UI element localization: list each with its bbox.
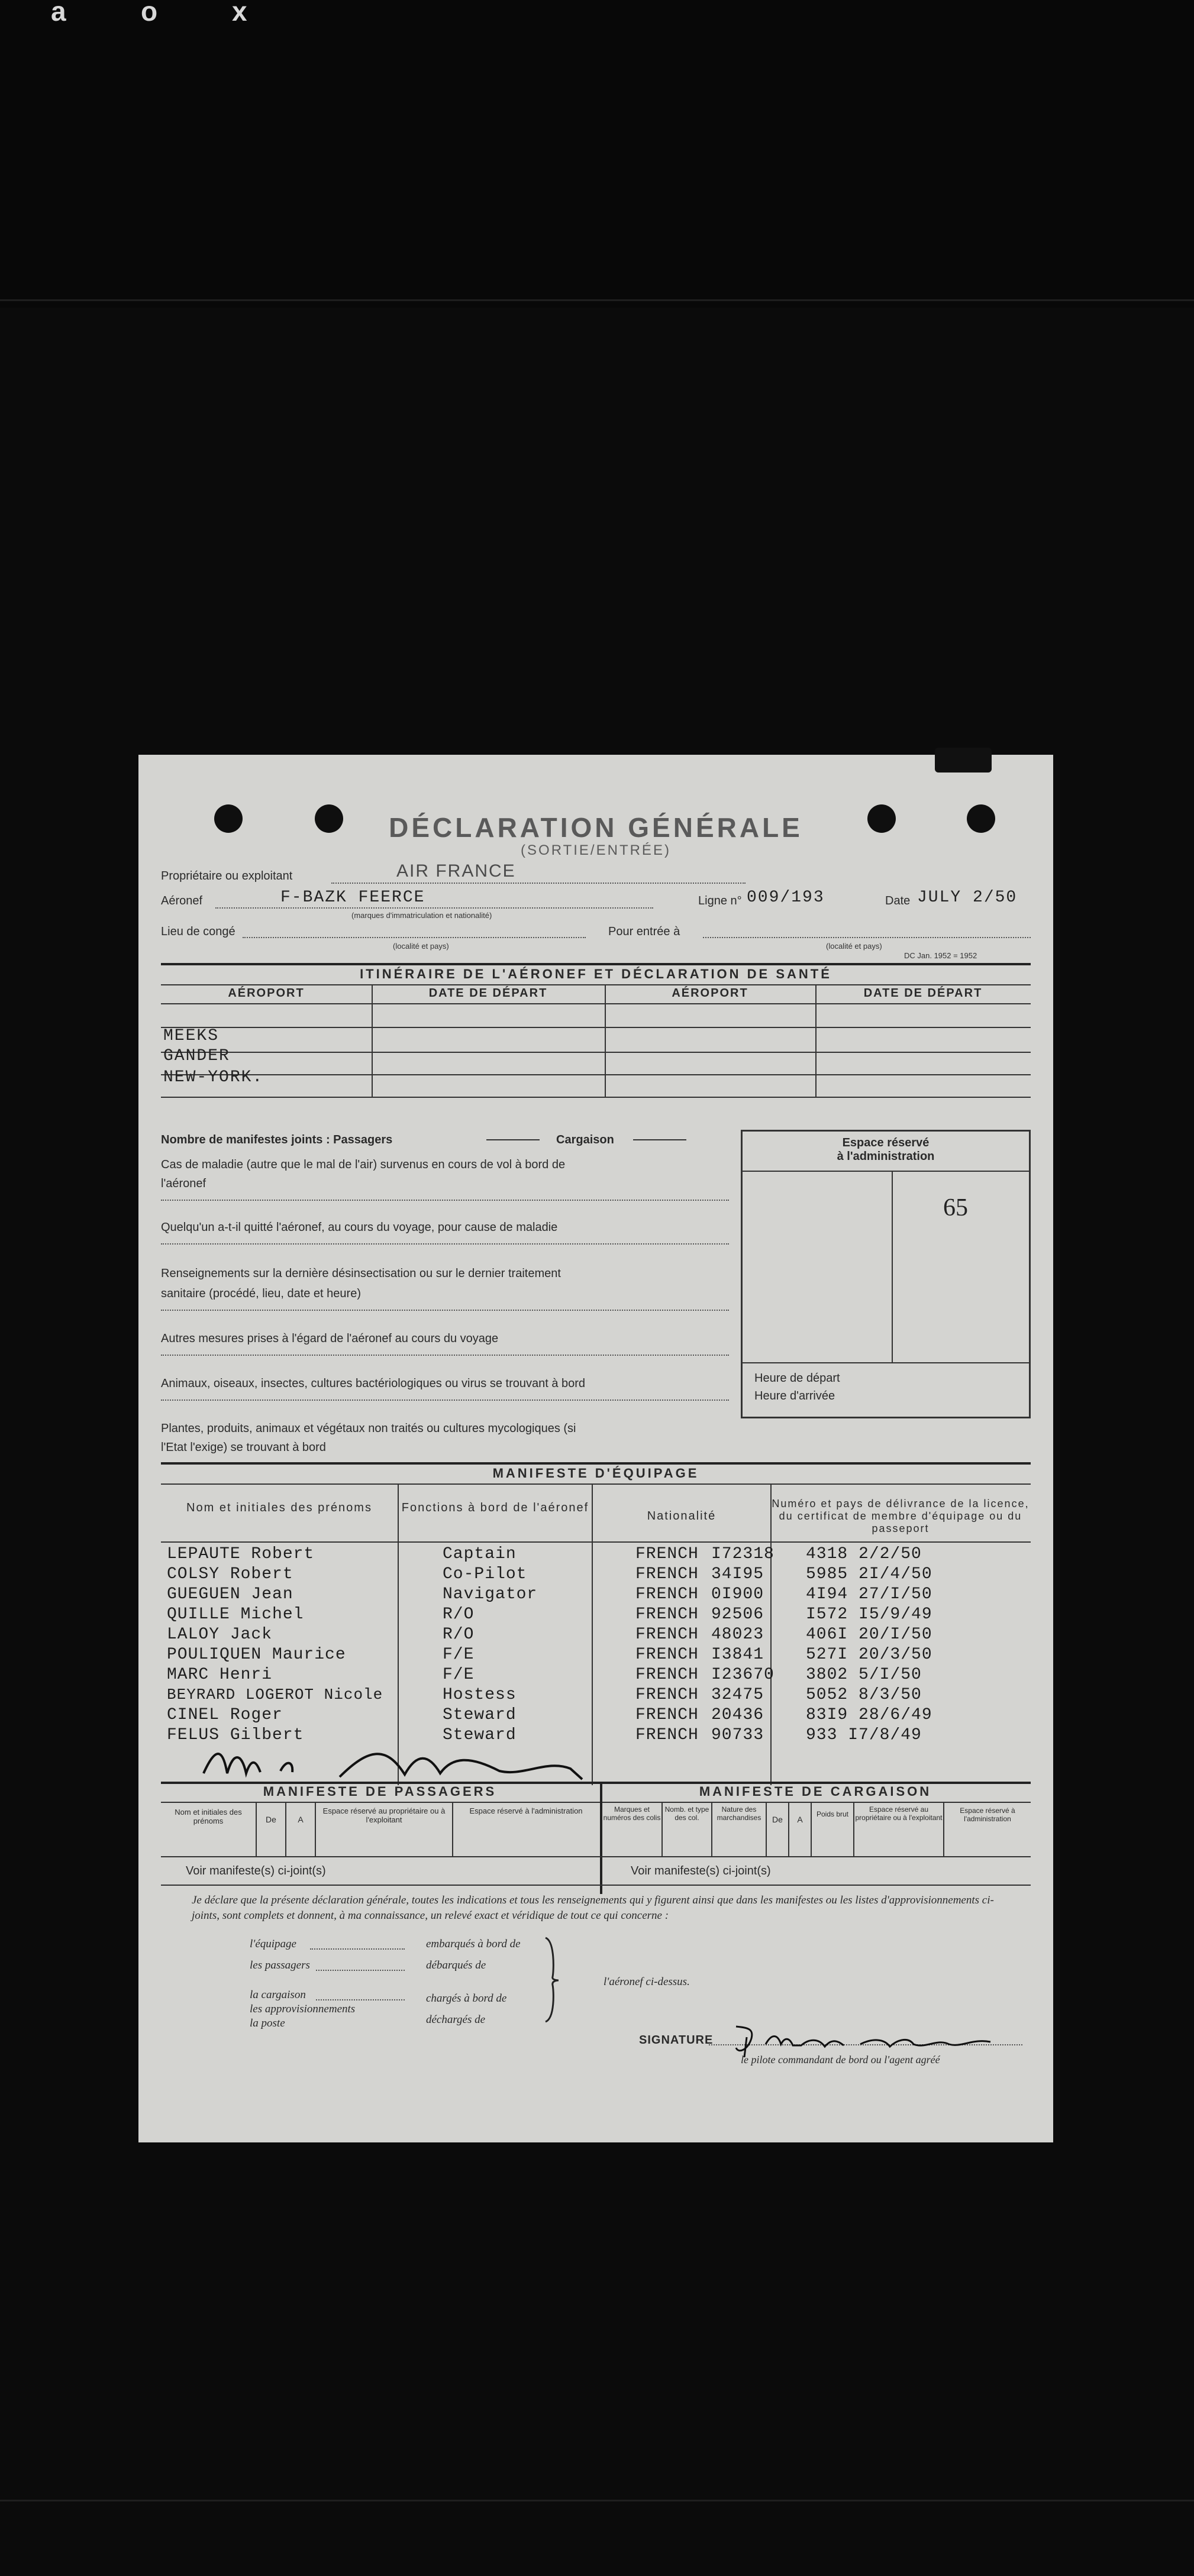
crew-nationality: FRENCH bbox=[635, 1686, 699, 1704]
crew-name: LALOY Jack bbox=[167, 1625, 273, 1644]
crew-row bbox=[167, 1545, 1031, 1565]
crew-licence: 3802 5/I/50 bbox=[806, 1666, 922, 1684]
itinerary-header-departure-date: DATE DE DÉPART bbox=[863, 987, 983, 1000]
film-edge-line bbox=[0, 299, 1194, 301]
question-plants: Plantes, produits, animaux et végétaux non traités ou cultures mycologiques (si bbox=[161, 1422, 576, 1435]
itinerary-airport: GANDER bbox=[163, 1047, 230, 1065]
cargo-count-line bbox=[633, 1139, 686, 1140]
crew-function: Co-Pilot bbox=[443, 1565, 527, 1583]
crew-function: Captain bbox=[443, 1545, 517, 1563]
crew-function: Hostess bbox=[443, 1686, 517, 1704]
crew-name: POULIQUEN Maurice bbox=[167, 1646, 346, 1664]
table-rule bbox=[161, 1097, 1031, 1098]
crew-id-number: 32475 bbox=[711, 1686, 764, 1704]
itinerary-title: ITINÉRAIRE DE L'AÉRONEF ET DÉCLARATION DE SANTÉ bbox=[360, 967, 832, 981]
departure-field-line bbox=[243, 937, 586, 938]
passenger-header-operator-space: Espace réservé au propriétaire ou à l'exploitant bbox=[322, 1806, 446, 1824]
question-illness: Cas de maladie (autre que le mal de l'air) survenus en cours de vol à bord de bbox=[161, 1158, 566, 1171]
crew-function: R/O bbox=[443, 1605, 475, 1624]
crew-name: FELUS Gilbert bbox=[167, 1726, 304, 1744]
declaration-mail: la poste bbox=[250, 2017, 285, 2029]
passenger-header-from: De bbox=[266, 1815, 276, 1824]
table-divider bbox=[711, 1802, 712, 1856]
crew-licence: 5985 2I/4/50 bbox=[806, 1565, 932, 1583]
table-divider bbox=[766, 1802, 767, 1856]
signature-label: SIGNATURE bbox=[639, 2034, 714, 2047]
manifest-divider bbox=[600, 1782, 602, 1894]
admin-divider bbox=[892, 1171, 893, 1362]
form-reference: DC Jan. 1952 = 1952 bbox=[904, 951, 977, 960]
film-strip-top bbox=[0, 0, 1194, 308]
table-rule bbox=[161, 1052, 1031, 1053]
admin-rule bbox=[743, 1171, 1029, 1172]
crew-id-number: 0I900 bbox=[711, 1585, 764, 1604]
table-divider bbox=[661, 1802, 663, 1856]
table-divider bbox=[315, 1802, 316, 1856]
crew-id-number: 34I95 bbox=[711, 1565, 764, 1583]
itinerary-header-departure-date: DATE DE DÉPART bbox=[428, 987, 548, 1000]
film-frame-mark: x bbox=[232, 0, 247, 27]
crew-licence: 4I94 27/I/50 bbox=[806, 1585, 932, 1604]
declaration-aircraft-above: l'aéronef ci-dessus. bbox=[604, 1976, 690, 1988]
declaration-cargo: la cargaison bbox=[250, 1989, 306, 2001]
crew-function: Steward bbox=[443, 1706, 517, 1724]
crew-licence: 83I9 28/6/49 bbox=[806, 1706, 932, 1724]
table-rule bbox=[161, 984, 1031, 985]
declaration-passengers: les passagers bbox=[250, 1959, 310, 1971]
question-animals: Animaux, oiseaux, insectes, cultures bactériologiques ou virus se trouvant à bord bbox=[161, 1377, 586, 1390]
crew-id-number: 48023 bbox=[711, 1625, 764, 1644]
crew-nationality: FRENCH bbox=[635, 1646, 699, 1664]
crew-nationality: FRENCH bbox=[635, 1666, 699, 1684]
crew-id-number: I23670 bbox=[711, 1666, 775, 1684]
table-divider bbox=[605, 984, 606, 1097]
table-divider bbox=[811, 1802, 812, 1856]
crew-id-number: 90733 bbox=[711, 1726, 764, 1744]
crew-name: COLSY Robert bbox=[167, 1565, 293, 1583]
line-label: Ligne n° bbox=[698, 894, 742, 907]
entry-place-label: Pour entrée à bbox=[608, 925, 680, 938]
itinerary-airport: NEW-YORK. bbox=[163, 1068, 264, 1087]
crew-name: LEPAUTE Robert bbox=[167, 1545, 315, 1563]
owner-field-line bbox=[331, 883, 746, 884]
crew-row bbox=[167, 1585, 1031, 1605]
cargo-count-label: Cargaison bbox=[556, 1133, 614, 1146]
form-subtitle: (SORTIE/ENTRÉE) bbox=[521, 842, 671, 858]
declaration-embarked: embarqués à bord de bbox=[426, 1938, 521, 1950]
cargo-header-from: De bbox=[772, 1815, 783, 1824]
passenger-header-to: A bbox=[298, 1815, 304, 1824]
declaration-unloaded: déchargés de bbox=[426, 2013, 486, 2026]
question-left-aircraft: Quelqu'un a-t-il quitté l'aéronef, au cours du voyage, pour cause de maladie bbox=[161, 1221, 558, 1234]
crew-row bbox=[167, 1706, 1031, 1726]
crew-licence: 406I 20/I/50 bbox=[806, 1625, 932, 1644]
answer-line bbox=[161, 1355, 729, 1356]
itinerary-header-airport: AÉROPORT bbox=[672, 987, 748, 1000]
aircraft-field-line bbox=[215, 907, 653, 909]
crew-function: Navigator bbox=[443, 1585, 538, 1604]
crew-nationality: FRENCH bbox=[635, 1605, 699, 1624]
section-rule bbox=[161, 963, 1031, 965]
crew-function: Steward bbox=[443, 1726, 517, 1744]
declaration-supplies: les approvisionnements bbox=[250, 2003, 356, 2015]
question-disinsection-cont: sanitaire (procédé, lieu, date et heure) bbox=[161, 1287, 361, 1300]
aircraft-value: F-BAZK FEERCE bbox=[280, 888, 425, 907]
aircraft-label: Aéronef bbox=[161, 894, 203, 907]
table-divider bbox=[943, 1802, 944, 1856]
declaration-dots bbox=[310, 1948, 405, 1950]
crew-name: QUILLE Michel bbox=[167, 1605, 304, 1624]
admin-reserved-box bbox=[741, 1130, 1031, 1418]
cargo-header-to: A bbox=[797, 1815, 803, 1824]
paper-tab bbox=[935, 748, 992, 773]
table-rule bbox=[161, 1541, 1031, 1543]
declaration-dots bbox=[316, 1970, 405, 1971]
crew-function: F/E bbox=[443, 1666, 475, 1684]
crew-manifest-title: MANIFESTE D'ÉQUIPAGE bbox=[492, 1466, 699, 1481]
crew-name: MARC Henri bbox=[167, 1666, 273, 1684]
crew-nationality: FRENCH bbox=[635, 1726, 699, 1744]
entry-field-line bbox=[703, 937, 1031, 938]
crew-id-number: I72318 bbox=[711, 1545, 775, 1563]
table-rule bbox=[161, 1885, 1031, 1886]
crew-nationality: FRENCH bbox=[635, 1545, 699, 1563]
table-rule bbox=[161, 1802, 1031, 1803]
film-edge-line bbox=[0, 2500, 1194, 2501]
crew-name: BEYRARD LOGEROT Nicole bbox=[167, 1686, 383, 1704]
aircraft-hint: (marques d'immatriculation et nationalité) bbox=[351, 911, 492, 920]
crew-nationality: FRENCH bbox=[635, 1565, 699, 1583]
table-divider bbox=[788, 1802, 789, 1856]
table-divider bbox=[285, 1802, 286, 1856]
table-rule bbox=[161, 1003, 1031, 1004]
crew-function: R/O bbox=[443, 1625, 475, 1644]
crew-nationality: FRENCH bbox=[635, 1585, 699, 1604]
admin-rule bbox=[743, 1362, 1029, 1363]
crew-function: F/E bbox=[443, 1646, 475, 1664]
question-disinsection: Renseignements sur la dernière désinsectisation ou sur le dernier traitement bbox=[161, 1267, 561, 1280]
form-title: DÉCLARATION GÉNÉRALE bbox=[389, 812, 803, 843]
general-declaration-form bbox=[138, 755, 1053, 2142]
answer-line bbox=[161, 1200, 729, 1201]
crew-name: GUEGUEN Jean bbox=[167, 1585, 293, 1604]
film-frame-mark: a bbox=[51, 0, 66, 27]
departure-time-label: Heure de départ bbox=[754, 1372, 840, 1385]
table-divider bbox=[372, 984, 373, 1097]
cargo-manifest-title: MANIFESTE DE CARGAISON bbox=[699, 1784, 932, 1799]
itinerary-airport: MEEKS bbox=[163, 1027, 220, 1045]
declaration-dots bbox=[316, 1999, 405, 2000]
table-rule bbox=[161, 1027, 1031, 1028]
owner-label: Propriétaire ou exploitant bbox=[161, 870, 293, 883]
crew-row bbox=[167, 1646, 1031, 1666]
cargo-header-weight: Poids brut bbox=[816, 1810, 849, 1818]
crew-row bbox=[167, 1666, 1031, 1686]
crew-header-licence: Numéro et pays de délivrance de la licence, du certificat de membre d'équipage ou du passeport bbox=[772, 1498, 1030, 1534]
cargo-header-nature: Nature des marchandises bbox=[717, 1805, 761, 1822]
declaration-disembarked: débarqués de bbox=[426, 1959, 486, 1971]
cargo-header-admin-space: Espace réservé à l'administration bbox=[960, 1806, 1015, 1823]
passenger-manifest-title: MANIFESTE DE PASSAGERS bbox=[263, 1784, 497, 1799]
declaration-crew: l'équipage bbox=[250, 1938, 296, 1950]
declaration-brace bbox=[541, 1935, 564, 2024]
crew-row bbox=[167, 1605, 1031, 1625]
cargo-header-count: Nomb. et type des col. bbox=[664, 1805, 709, 1822]
table-divider bbox=[256, 1802, 257, 1856]
itinerary-header-airport: AÉROPORT bbox=[228, 987, 305, 1000]
date-label: Date bbox=[885, 894, 911, 907]
question-other-measures: Autres mesures prises à l'égard de l'aéronef au cours du voyage bbox=[161, 1332, 499, 1345]
table-divider bbox=[853, 1802, 854, 1856]
departure-place-label: Lieu de congé bbox=[161, 925, 235, 938]
signature-caption: le pilote commandant de bord ou l'agent agréé bbox=[741, 2054, 940, 2066]
line-value: 009/193 bbox=[747, 888, 825, 907]
crew-nationality: FRENCH bbox=[635, 1625, 699, 1644]
cargo-header-marks: Marques et numéros des colis bbox=[603, 1805, 661, 1822]
passenger-header-admin-space: Espace réservé à l'administration bbox=[469, 1806, 583, 1815]
arrival-time-label: Heure d'arrivée bbox=[754, 1389, 835, 1402]
handwritten-initials bbox=[192, 1735, 606, 1789]
cargo-header-operator-space: Espace réservé au propriétaire ou à l'exploitant bbox=[855, 1805, 943, 1822]
crew-row bbox=[167, 1565, 1031, 1585]
departure-hint: (localité et pays) bbox=[393, 942, 449, 951]
crew-name: CINEL Roger bbox=[167, 1706, 283, 1724]
date-value: JULY 2/50 bbox=[917, 888, 1018, 907]
admin-box-title: Espace réservé à l'administration bbox=[837, 1136, 935, 1163]
crew-header-function: Fonctions à bord de l'aéronef bbox=[401, 1501, 589, 1514]
question-illness-cont: l'aéronef bbox=[161, 1177, 206, 1190]
crew-licence: 4318 2/2/50 bbox=[806, 1545, 922, 1563]
answer-line bbox=[161, 1399, 729, 1401]
crew-row bbox=[167, 1686, 1031, 1706]
crew-id-number: 92506 bbox=[711, 1605, 764, 1624]
crew-id-number: 20436 bbox=[711, 1706, 764, 1724]
crew-header-nationality: Nationalité bbox=[647, 1510, 717, 1523]
passenger-count-line bbox=[486, 1139, 540, 1140]
answer-line bbox=[161, 1243, 729, 1245]
crew-licence: 933 I7/8/49 bbox=[806, 1726, 922, 1744]
table-divider bbox=[452, 1802, 453, 1856]
crew-licence: I572 I5/9/49 bbox=[806, 1605, 932, 1624]
cargo-see-manifest: Voir manifeste(s) ci-joint(s) bbox=[631, 1864, 771, 1877]
owner-value: AIR FRANCE bbox=[396, 861, 516, 881]
passenger-see-manifest: Voir manifeste(s) ci-joint(s) bbox=[186, 1864, 326, 1877]
manifests-count-label: Nombre de manifestes joints : Passagers bbox=[161, 1133, 393, 1146]
table-rule bbox=[161, 1856, 1031, 1857]
crew-id-number: I3841 bbox=[711, 1646, 764, 1664]
table-rule bbox=[161, 1074, 1031, 1075]
question-plants-cont: l'Etat l'exige) se trouvant à bord bbox=[161, 1441, 326, 1454]
table-divider bbox=[815, 984, 817, 1097]
entry-hint: (localité et pays) bbox=[826, 942, 882, 951]
declaration-loaded: chargés à bord de bbox=[426, 1992, 507, 2005]
crew-nationality: FRENCH bbox=[635, 1706, 699, 1724]
crew-row bbox=[167, 1625, 1031, 1646]
section-rule bbox=[161, 1462, 1031, 1465]
film-frame-mark: o bbox=[141, 0, 158, 27]
crew-header-name: Nom et initiales des prénoms bbox=[186, 1501, 372, 1514]
admin-number: 65 bbox=[943, 1194, 968, 1221]
crew-licence: 5052 8/3/50 bbox=[806, 1686, 922, 1704]
table-rule bbox=[161, 1483, 1031, 1485]
passenger-header-name: Nom et initiales des prénoms bbox=[175, 1808, 242, 1825]
declaration-text: Je déclare que la présente déclaration générale, toutes les indications et tous les renseignements qui y figurent ainsi que dans les manifestes ou les listes d'approvisionnements ci-joints, sont complets et donnent, à ma connaissance, un relevé exact et véridique de tout ce qui concerne : bbox=[192, 1894, 994, 1922]
answer-line bbox=[161, 1310, 729, 1311]
crew-licence: 527I 20/3/50 bbox=[806, 1646, 932, 1664]
